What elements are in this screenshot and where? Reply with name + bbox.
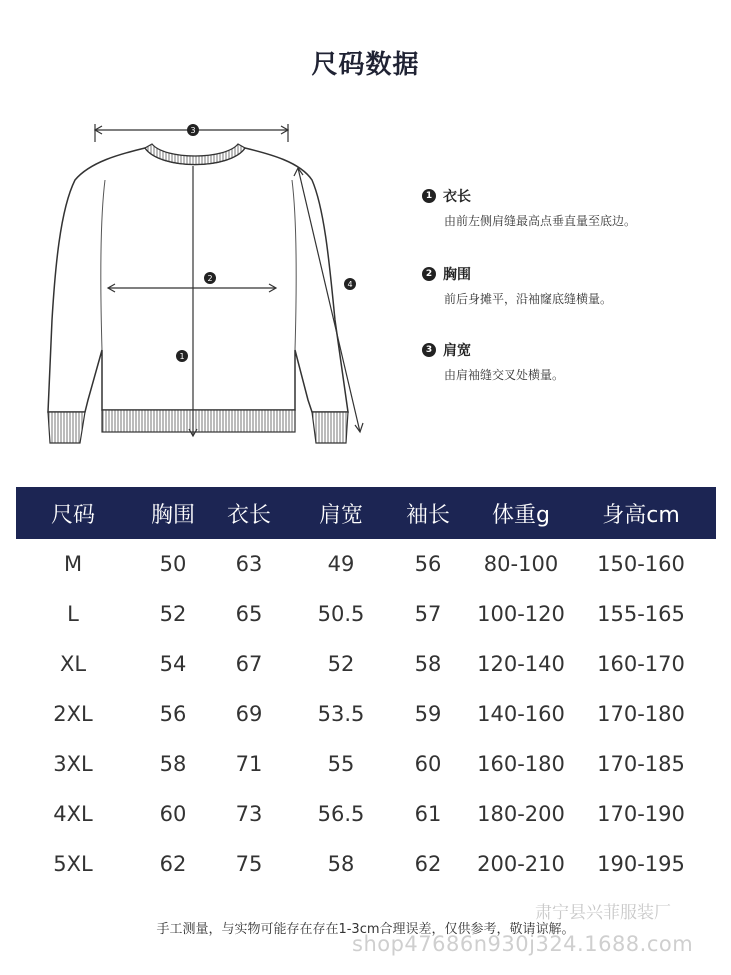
value-cell: 59	[414, 702, 442, 726]
value-cell: 170-190	[597, 802, 685, 826]
size-cell: 5XL	[53, 852, 93, 876]
svg-text:1: 1	[179, 352, 185, 361]
legend-name: 胸围	[443, 267, 471, 283]
svg-text:2: 2	[207, 274, 213, 283]
header-cell: 尺码	[50, 502, 95, 528]
table-row	[16, 739, 716, 789]
legend-desc: 由肩袖缝交叉处横量。	[444, 368, 565, 382]
value-cell: 52	[159, 602, 187, 626]
size-cell: 4XL	[53, 802, 93, 826]
size-table	[16, 487, 716, 889]
value-cell: 53.5	[317, 702, 365, 726]
left-cuff	[48, 412, 85, 443]
value-cell: 155-165	[597, 602, 685, 626]
table-row	[16, 789, 716, 839]
value-cell: 60	[159, 802, 187, 826]
value-cell: 56	[159, 702, 187, 726]
number-badge-icon: 1	[422, 189, 436, 203]
header-cell: 身高cm	[602, 502, 680, 528]
legend-name: 肩宽	[443, 343, 471, 359]
number-badge-icon: 3	[422, 343, 436, 357]
page-title: 尺码数据	[311, 50, 420, 80]
value-cell: 80-100	[483, 552, 559, 576]
value-cell: 71	[235, 752, 263, 776]
measurement-footnote: 手工测量，与实物可能存在存在1-3cm合理误差，仅供参考，敬请谅解。	[156, 922, 575, 937]
header-cell: 衣长	[226, 502, 271, 528]
value-cell: 61	[414, 802, 442, 826]
legend-desc: 由前左侧肩缝最高点垂直量至底边。	[444, 214, 637, 228]
table-row	[16, 839, 716, 889]
value-cell: 190-195	[597, 852, 685, 876]
size-cell: 2XL	[53, 702, 93, 726]
legend-name: 衣长	[443, 189, 471, 205]
table-row	[16, 589, 716, 639]
table-row	[16, 639, 716, 689]
value-cell: 140-160	[477, 702, 565, 726]
value-cell: 58	[159, 752, 187, 776]
value-cell: 50.5	[317, 602, 365, 626]
value-cell: 170-185	[597, 752, 685, 776]
svg-text:3: 3	[190, 126, 196, 135]
legend-desc: 前后身摊平，沿袖窿底缝横量。	[444, 292, 613, 306]
value-cell: 65	[235, 602, 263, 626]
right-cuff	[312, 412, 348, 443]
value-cell: 58	[327, 852, 355, 876]
value-cell: 52	[327, 652, 355, 676]
value-cell: 150-160	[597, 552, 685, 576]
header-cell: 肩宽	[318, 502, 363, 528]
sweatshirt-diagram	[30, 110, 410, 460]
value-cell: 60	[414, 752, 442, 776]
size-cell: XL	[59, 652, 87, 676]
legend-item-chest	[422, 264, 722, 307]
value-cell: 56.5	[317, 802, 365, 826]
value-cell: 67	[235, 652, 263, 676]
header-cell: 胸围	[150, 502, 195, 528]
value-cell: 57	[414, 602, 442, 626]
value-cell: 180-200	[477, 802, 565, 826]
shop-name-watermark: 肃宁县兴菲服装厂	[535, 903, 671, 923]
size-cell: L	[67, 602, 79, 626]
table-row	[16, 539, 716, 589]
value-cell: 73	[235, 802, 263, 826]
legend-item-shoulder	[422, 340, 722, 383]
table-header	[16, 487, 716, 539]
value-cell: 56	[414, 552, 442, 576]
value-cell: 58	[414, 652, 442, 676]
value-cell: 160-170	[597, 652, 685, 676]
value-cell: 62	[159, 852, 187, 876]
value-cell: 100-120	[477, 602, 565, 626]
table-body	[16, 539, 716, 889]
value-cell: 63	[235, 552, 263, 576]
value-cell: 200-210	[477, 852, 565, 876]
value-cell: 75	[235, 852, 263, 876]
value-cell: 49	[327, 552, 355, 576]
value-cell: 55	[327, 752, 355, 776]
value-cell: 160-180	[477, 752, 565, 776]
value-cell: 62	[414, 852, 442, 876]
size-cell: 3XL	[53, 752, 93, 776]
svg-text:4: 4	[347, 280, 353, 289]
size-cell: M	[63, 552, 83, 576]
value-cell: 50	[159, 552, 187, 576]
hem-rib	[102, 410, 295, 432]
value-cell: 120-140	[477, 652, 565, 676]
header-cell: 袖长	[405, 502, 450, 528]
value-cell: 54	[159, 652, 187, 676]
number-badge-icon: 2	[422, 267, 436, 281]
legend-item-length	[422, 186, 722, 229]
value-cell: 69	[235, 702, 263, 726]
shop-url-watermark: shop47686n930j324.1688.com	[352, 932, 694, 956]
header-cell: 体重g	[492, 502, 550, 528]
value-cell: 170-180	[597, 702, 685, 726]
table-row	[16, 689, 716, 739]
